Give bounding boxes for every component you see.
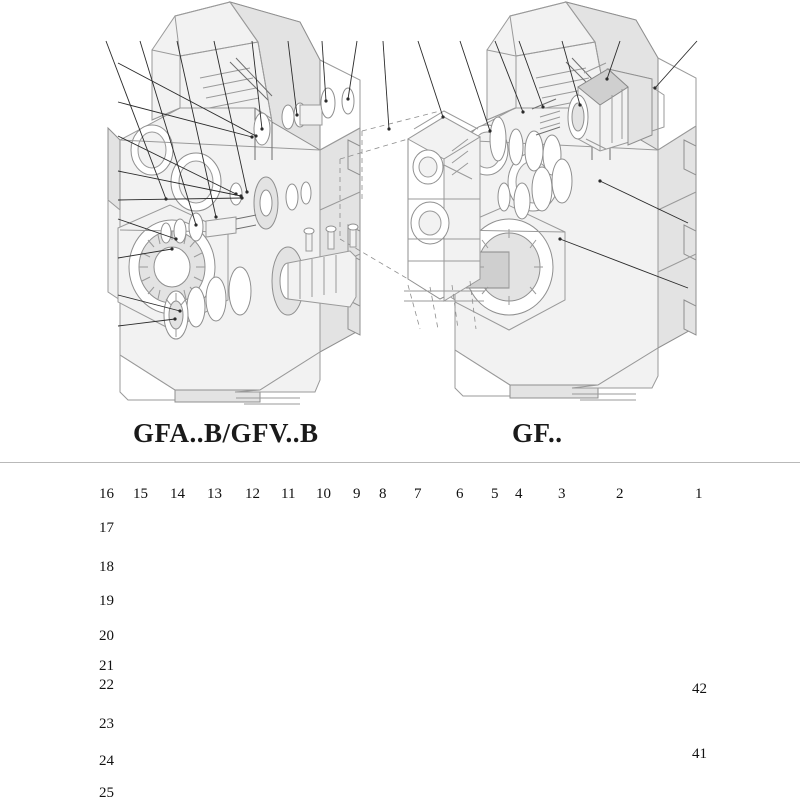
callout-22: 22 [99, 677, 114, 693]
callout-5: 5 [491, 486, 499, 502]
leader-dot-23 [170, 247, 173, 250]
leader-dot-16 [164, 197, 167, 200]
callout-14: 14 [170, 486, 185, 502]
leader-dot-18 [250, 135, 253, 138]
leader-line-3 [562, 41, 580, 105]
leader-dot-11 [295, 113, 298, 116]
callout-21: 21 [99, 658, 114, 674]
leader-line-23 [118, 249, 172, 258]
leader-dot-22 [174, 237, 177, 240]
leader-dot-7 [441, 115, 444, 118]
leader-dot-5 [521, 110, 524, 113]
callout-13: 13 [207, 486, 222, 502]
leader-dot-6 [488, 129, 491, 132]
leader-line-1 [655, 41, 697, 88]
callout-17: 17 [99, 520, 114, 536]
leader-line-41 [560, 239, 688, 288]
callout-6: 6 [456, 486, 464, 502]
leader-line-16 [106, 41, 166, 199]
callout-8: 8 [379, 486, 387, 502]
leader-line-17 [118, 63, 256, 136]
leader-line-14 [177, 41, 216, 217]
leader-dot-25 [173, 317, 176, 320]
bottom-panel-exploded-view [0, 462, 800, 801]
callout-2: 2 [616, 486, 624, 502]
callout-3: 3 [558, 486, 566, 502]
leader-dot-42 [598, 179, 601, 182]
leader-line-4 [519, 41, 543, 107]
callout-19: 19 [99, 593, 114, 609]
leader-line-15 [140, 41, 196, 225]
callout-11: 11 [281, 486, 296, 502]
callout-41: 41 [692, 746, 707, 762]
callout-18: 18 [99, 559, 114, 575]
callout-7: 7 [414, 486, 422, 502]
callout-20: 20 [99, 628, 114, 644]
callout-24: 24 [99, 753, 114, 769]
leader-dot-14 [214, 215, 217, 218]
callout-12: 12 [245, 486, 260, 502]
exploded-ring-group-right [490, 99, 572, 219]
leader-line-19 [118, 136, 236, 194]
leader-dot-9 [346, 97, 349, 100]
callout-23: 23 [99, 716, 114, 732]
callout-leaders-right [560, 181, 688, 288]
callout-15: 15 [133, 486, 148, 502]
callout-9: 9 [353, 486, 361, 502]
leader-dot-41 [558, 237, 561, 240]
leader-dot-13 [245, 190, 248, 193]
leader-dot-24 [178, 309, 181, 312]
exploded-motor-block [568, 63, 664, 151]
leader-line-6 [460, 41, 490, 131]
caption-left-view: GFA..B/GFV..B [133, 418, 319, 448]
callout-16: 16 [99, 486, 114, 502]
callout-4: 4 [515, 486, 523, 502]
leader-dot-21 [240, 196, 243, 199]
leader-dot-8 [387, 127, 390, 130]
callout-1: 1 [695, 486, 703, 502]
leader-line-21 [118, 198, 242, 200]
callout-25: 25 [99, 785, 114, 801]
leader-dot-1 [653, 86, 656, 89]
leader-line-5 [495, 41, 523, 112]
leader-dot-19 [234, 192, 237, 195]
leader-line-18 [118, 102, 252, 137]
leader-line-7 [418, 41, 443, 117]
leader-dot-4 [541, 105, 544, 108]
caption-right-view: GF.. [512, 418, 563, 448]
leader-line-9 [348, 41, 357, 99]
leader-dot-10 [324, 99, 327, 102]
leader-dot-15 [194, 223, 197, 226]
leader-dot-2 [605, 77, 608, 80]
leader-dot-17 [254, 134, 257, 137]
exploded-shaft-group-left [161, 88, 358, 339]
exploded-housing [340, 111, 484, 329]
leader-dot-3 [578, 103, 581, 106]
leader-line-42 [600, 181, 688, 223]
leader-line-20 [118, 171, 241, 196]
callout-10: 10 [316, 486, 331, 502]
callout-42: 42 [692, 681, 707, 697]
leader-dot-12 [260, 127, 263, 130]
leader-line-8 [383, 41, 389, 129]
leader-line-11 [288, 41, 297, 115]
exploded-view-artwork [0, 1, 800, 339]
